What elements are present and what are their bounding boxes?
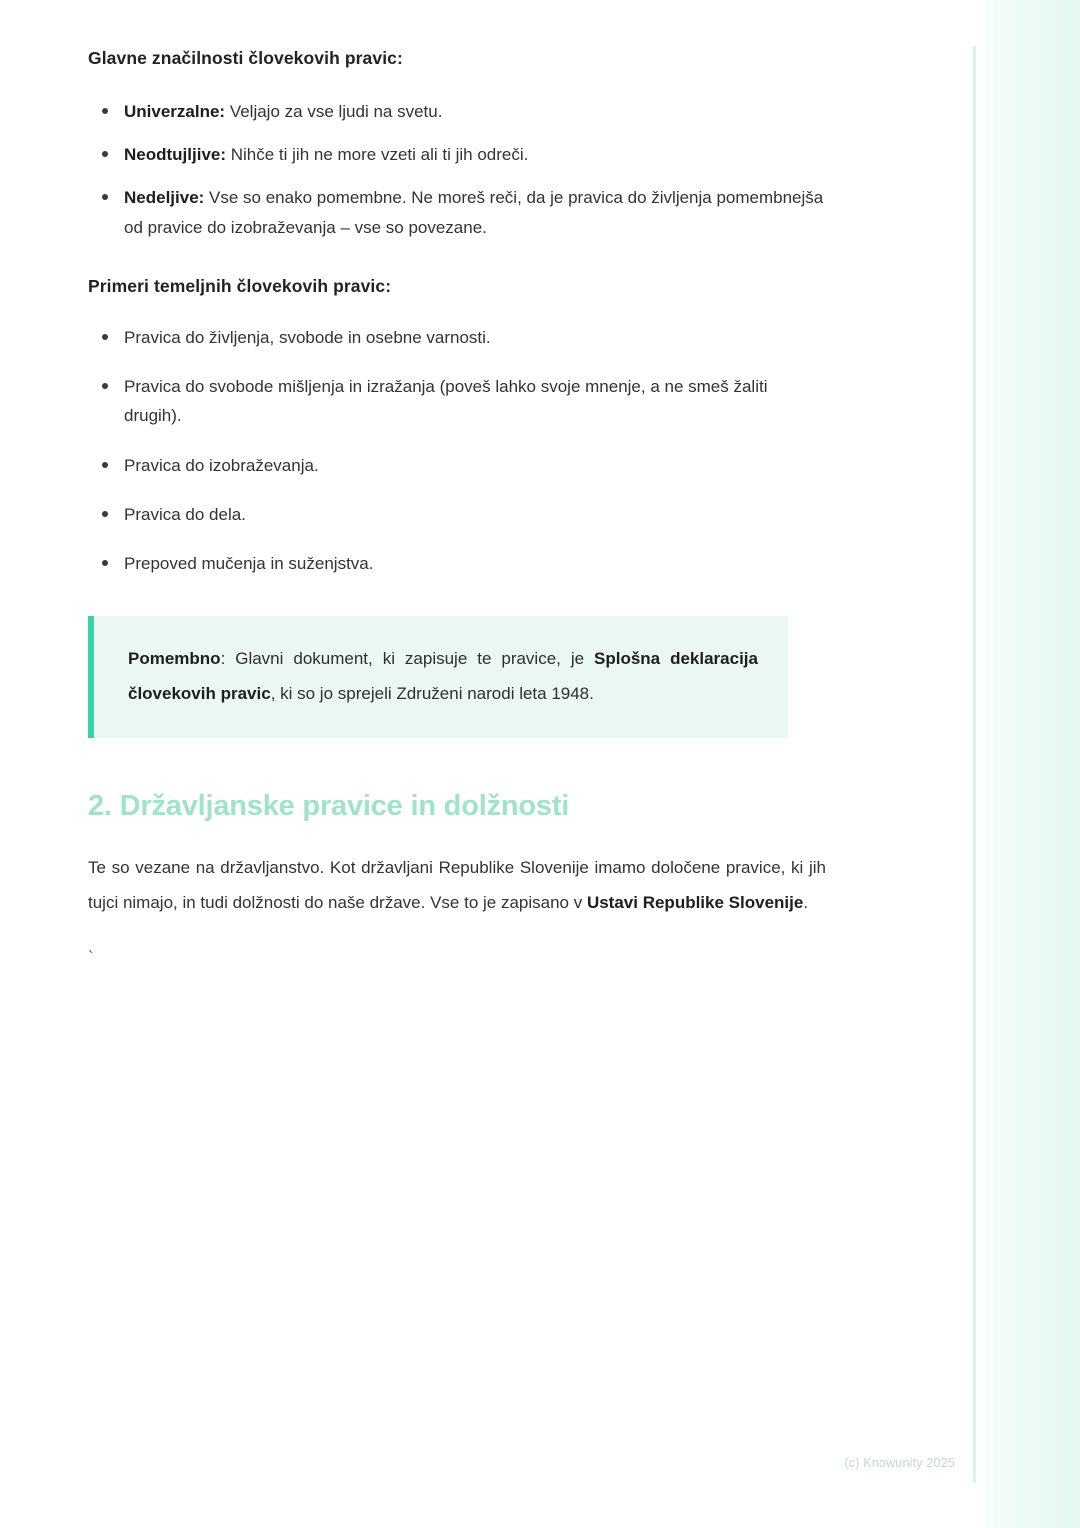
paragraph-part2: . [803, 892, 809, 912]
page-edge-decoration [972, 0, 1080, 1528]
stray-mark: ` [88, 947, 94, 967]
characteristics-list [88, 97, 828, 242]
page-edge-line [973, 46, 976, 1483]
examples-list [88, 323, 828, 578]
list-item [88, 97, 828, 126]
list-item-text: Vse so enako pomembne. Ne moreš reči, da je pravica do življenja pomembnejša od pravice do izobraževanja – vse so povezane. [124, 188, 824, 237]
callout-lead: Pomembno [128, 649, 221, 669]
list-item [88, 549, 828, 578]
callout-part1: : Glavni dokument, ki zapisuje te pravice, je [220, 649, 595, 669]
page-title: 2. Državljanske pravice in dolžnosti [88, 790, 570, 823]
list-item-text: Veljajo za vse ljudi na svetu. [225, 102, 443, 121]
list-item [88, 183, 828, 241]
list-item-term: Nedeljive: [124, 188, 205, 208]
footer-copyright: (c) Knowunity 2025 [844, 1456, 955, 1470]
list-item-text: Pravica do svobode mišljenja in izražanja (poveš lahko svoje mnenje, a ne smeš žaliti drugih). [124, 377, 768, 426]
callout-part2: , ki so jo sprejeli Združeni narodi leta 1948. [270, 684, 594, 704]
list-item-term: Neodtujljive: [124, 145, 227, 165]
list-item [88, 323, 828, 352]
paragraph-part1: Te so vezane na državljanstvo. Kot državljani Republike Slovenije imamo določene pravice, ki jih tujci nimajo, in tudi dolžnosti do naše države. Vse to je zapisano v [88, 858, 826, 912]
body-paragraph [88, 851, 826, 921]
paragraph-bold: Ustavi Republike Slovenije [586, 892, 804, 912]
list-item-text: Pravica do izobraževanja. [124, 455, 319, 475]
callout-important [88, 616, 788, 738]
list-item-text: Pravica do dela. [124, 504, 246, 524]
section-heading-examples: Primeri temeljnih človekovih pravic: [88, 275, 392, 296]
list-item-text: Nihče ti jih ne more vzeti ali ti jih odreči. [226, 145, 529, 165]
callout-bold: Splošna deklaracija človekovih pravic [128, 649, 758, 704]
list-item-text: Prepoved mučenja in suženjstva. [124, 554, 374, 574]
callout-text [128, 642, 758, 712]
list-item [88, 140, 828, 169]
list-item-term: Univerzalne: [124, 102, 226, 121]
list-item-text: Pravica do življenja, svobode in osebne varnosti. [124, 327, 491, 347]
document-content [88, 48, 828, 966]
list-item [88, 372, 828, 430]
list-item [88, 451, 828, 480]
list-item [88, 500, 828, 529]
section-heading-characteristics: Glavne značilnosti človekovih pravic: [88, 48, 403, 68]
